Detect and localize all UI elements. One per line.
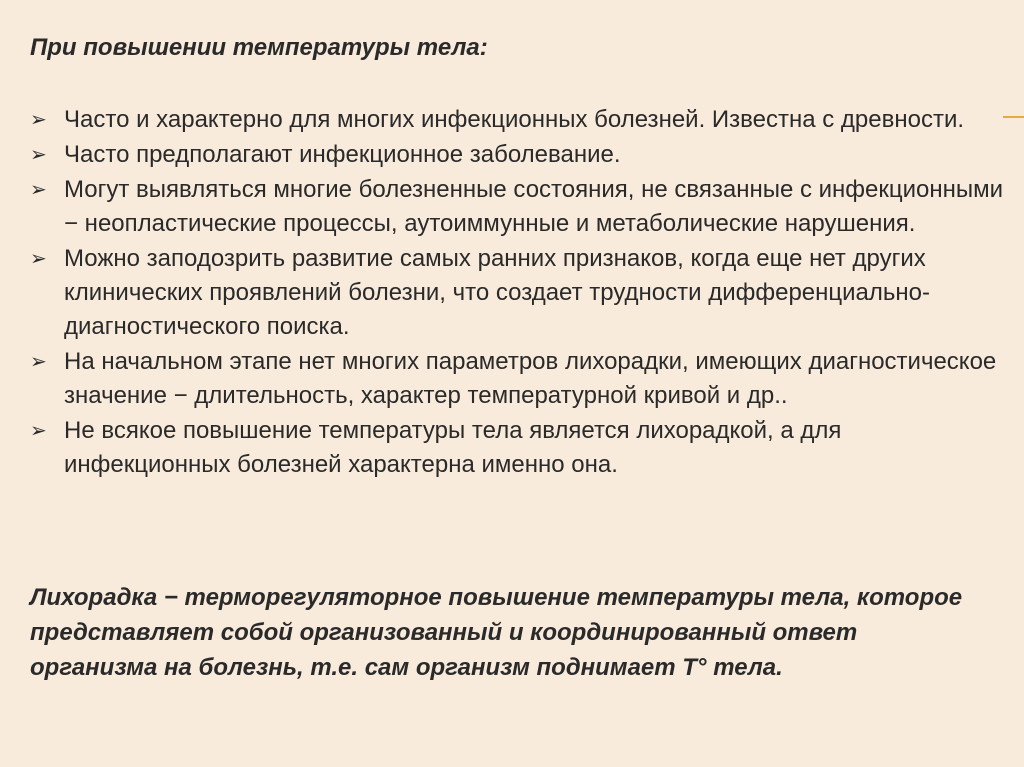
list-item [30,138,1005,172]
arrow-bullet-icon: ➢ [30,109,47,131]
bullet-text: Не всякое повышение температуры тела является лихорадкой, а для инфекционных болезней характерна именно она. [64,417,842,478]
bullet-text: Часто предполагают инфекционное заболевание. [64,141,621,168]
bullet-text: На начальном этапе нет многих параметров лихорадки, имеющих диагностическое значение − длительность, характер температурной кривой и др.. [64,348,997,409]
list-item [30,173,1005,241]
list-item [30,242,1005,344]
accent-line [1003,116,1024,118]
arrow-bullet-icon: ➢ [30,351,47,373]
definition-text: Лихорадка − терморегуляторное повышение температуры тела, которое представляет собой организованный и координированный ответ организма на болезнь, т.е. сам организм поднимает Т° тела. [30,584,963,681]
list-item [30,103,1005,137]
bullet-text: Можно заподозрить развитие самых ранних признаков, когда еще нет других клинических проявлений болезни, что создает трудности дифференциально-диагностического поиска. [64,245,931,340]
list-item [30,345,1005,413]
arrow-bullet-icon: ➢ [30,248,47,270]
bullet-text: Могут выявляться многие болезненные состояния, не связанные с инфекционными − неопластические процессы, аутоиммунные и метаболические нарушения. [64,176,1004,237]
bullet-text: Часто и характерно для многих инфекционных болезней. Известна с древности. [64,106,965,133]
arrow-bullet-icon: ➢ [30,420,47,442]
arrow-bullet-icon: ➢ [30,144,47,166]
slide-heading: При повышении температуры тела: [30,34,488,61]
arrow-bullet-icon: ➢ [30,179,47,201]
bullet-list [30,103,1005,483]
list-item [30,414,1005,482]
